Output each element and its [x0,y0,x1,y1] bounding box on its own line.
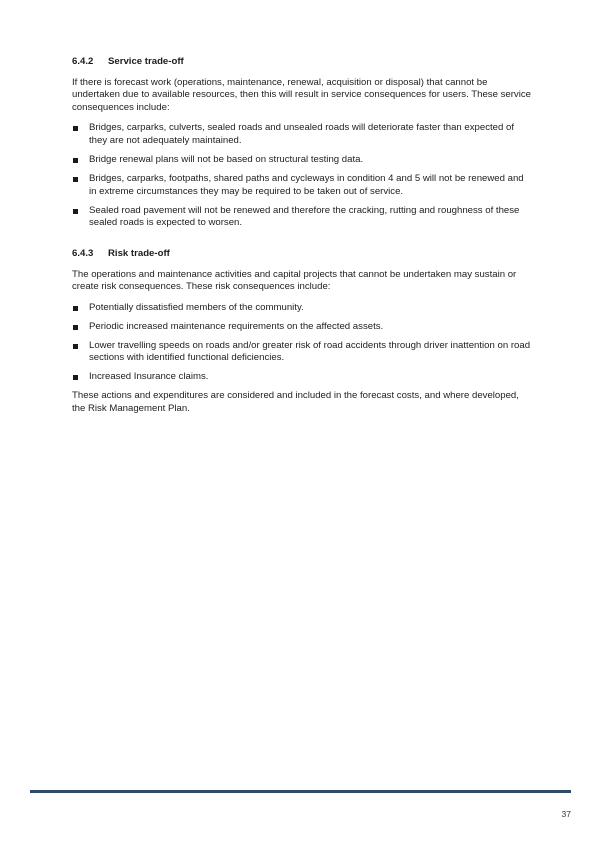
list-item [72,340,532,365]
bullet-square-icon [73,126,78,131]
list-item-text: Sealed road pavement will not be renewed and therefore the cracking, rutting and roughness of these sealed roads is expected to worsen. [89,204,520,229]
section-number: 6.4.3 [72,248,94,260]
bullet-square-icon [73,325,78,330]
list-item-text: Lower travelling speeds on roads and/or greater risk of road accidents through driver inattention on road sections with identified functional deficiencies. [89,339,531,364]
bullet-square-icon [73,375,78,380]
bullet-square-icon [73,306,78,311]
bullet-square-icon [73,209,78,214]
section-spacer [72,236,532,248]
list-item-text: Bridge renewal plans will not be based on structural testing data. [89,153,364,165]
section-heading-service-trade-off [72,56,532,69]
bullet-square-icon [73,158,78,163]
page-number: 37 [561,809,571,819]
list-item-text: Potentially dissatisfied members of the community. [89,301,304,313]
footer-divider [30,790,571,793]
list-item [72,122,532,147]
section-heading-risk-trade-off [72,248,532,261]
section-number: 6.4.2 [72,56,94,67]
page-content [72,56,532,424]
service-tradeoff-intro: If there is forecast work (operations, maintenance, renewal, acquisition or disposal) that cannot be undertaken due to available resources, then this will result in service consequences for users. These service consequences include: [72,76,531,113]
list-item-text: Periodic increased maintenance requirements on the affected assets. [89,320,384,332]
risk-tradeoff-intro: The operations and maintenance activities and capital projects that cannot be undertaken may sustain or create risk consequences. These risk consequences include: [72,268,517,293]
list-item [72,321,532,334]
section-title: Risk trade-off [108,248,170,260]
list-item [72,371,532,384]
risk-consequences-list [72,302,532,384]
list-item [72,302,532,315]
service-consequences-list [72,122,532,229]
bullet-square-icon [73,344,78,349]
list-item [72,173,532,198]
risk-tradeoff-closing: These actions and expenditures are considered and included in the forecast costs, and where developed, the Risk Management Plan. [72,390,519,414]
list-item-text: Increased Insurance claims. [89,371,209,383]
list-item [72,205,532,230]
section-title: Service trade-off [108,56,184,67]
bullet-square-icon [73,177,78,182]
list-item [72,154,532,167]
list-item-text: Bridges, carparks, footpaths, shared paths and cycleways in condition 4 and 5 will not be renewed and in extreme circumstances they may be required to be taken out of service. [89,172,524,197]
list-item-text: Bridges, carparks, culverts, sealed roads and unsealed roads will deteriorate faster than expected of they are not adequately maintained. [89,122,515,146]
